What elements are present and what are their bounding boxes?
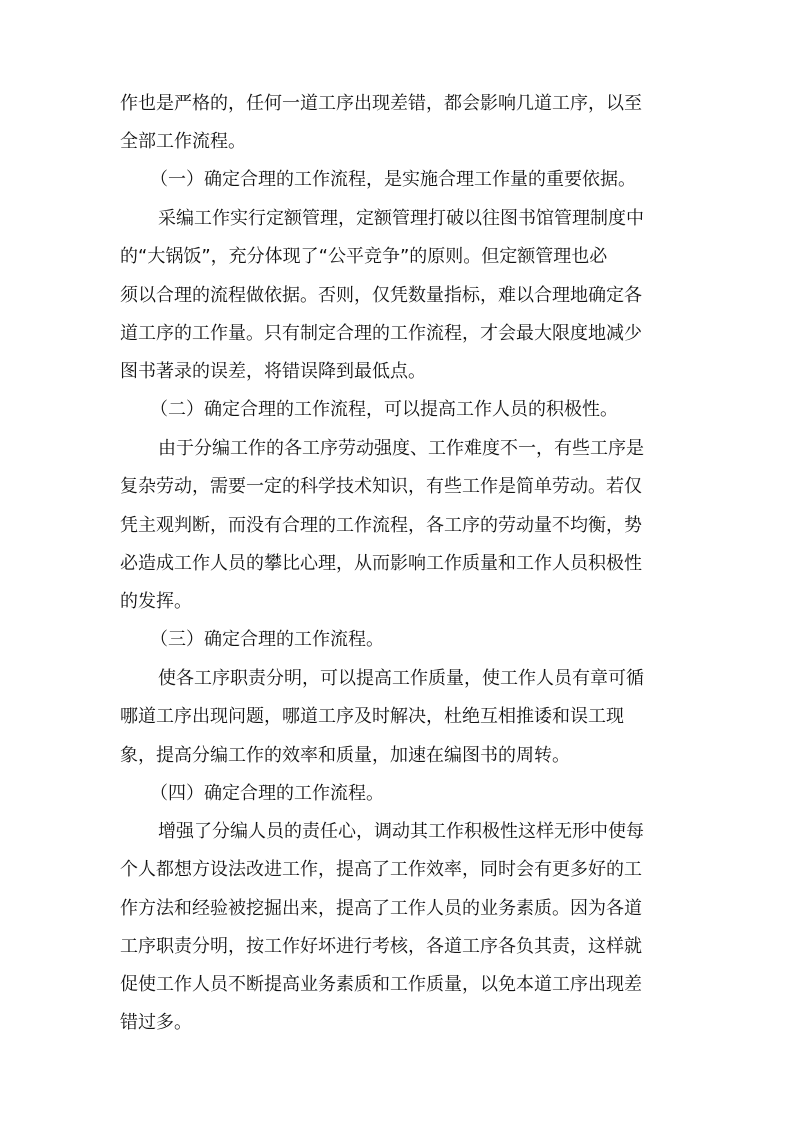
text-line: 由于分编工作的各工序劳动强度、工作难度不一，有些工序是 — [158, 438, 644, 459]
text-line: 复杂劳动，需要一定的科学技术知识，有些工作是简单劳动。若仅 — [120, 476, 642, 497]
section-heading: （二）确定合理的工作流程，可以提高工作人员的积极性。 — [150, 399, 618, 420]
text-line: 增强了分编人员的责任心，调动其工作积极性这样无形中使每 — [158, 821, 644, 842]
text-line: 采编工作实行定额管理，定额管理打破以往图书馆管理制度中 — [158, 208, 644, 229]
section-heading: （三）确定合理的工作流程。 — [150, 629, 384, 650]
text-line: 必造成工作人员的攀比心理，从而影响工作质量和工作人员积极性 — [120, 553, 642, 574]
text-line: 道工序的工作量。只有制定合理的工作流程，才会最大限度地减少 — [120, 323, 642, 344]
text-line: 工序职责分明，按工作好坏进行考核，各道工序各负其责，这样就 — [120, 936, 642, 957]
text-line: 的发挥。 — [120, 591, 192, 612]
text-line: 图书著录的误差，将错误降到最低点。 — [120, 361, 426, 382]
section-heading: （四）确定合理的工作流程。 — [150, 783, 384, 804]
text-line: 全部工作流程。 — [120, 131, 246, 152]
text-line: 使各工序职责分明，可以提高工作质量，使工作人员有章可循 — [158, 668, 644, 689]
text-line: 作也是严格的，任何一道工序出现差错，都会影响几道工序，以至 — [120, 93, 642, 114]
text-line: 作方法和经验被挖掘出来，提高了工作人员的业务素质。因为各道 — [120, 898, 642, 919]
text-line: 个人都想方设法改进工作，提高了工作效率，同时会有更多好的工 — [120, 859, 642, 880]
text-line: 促使工作人员不断提高业务素质和工作质量，以免本道工序出现差 — [120, 974, 642, 995]
text-line: 须以合理的流程做依据。否则，仅凭数量指标，难以合理地确定各 — [120, 285, 642, 306]
text-line: 象，提高分编工作的效率和质量，加速在编图书的周转。 — [120, 745, 570, 766]
section-heading: （一）确定合理的工作流程，是实施合理工作量的重要依据。 — [150, 169, 636, 190]
text-line: 凭主观判断，而没有合理的工作流程，各工序的劳动量不均衡，势 — [120, 515, 642, 536]
text-line: 哪道工序出现问题，哪道工序及时解决，杜绝互相推诿和误工现 — [120, 706, 624, 727]
text-line: 错过多。 — [120, 1012, 192, 1033]
text-line: 的“大锅饭”，充分体现了“公平竞争”的原则。但定额管理也必 — [120, 246, 608, 267]
